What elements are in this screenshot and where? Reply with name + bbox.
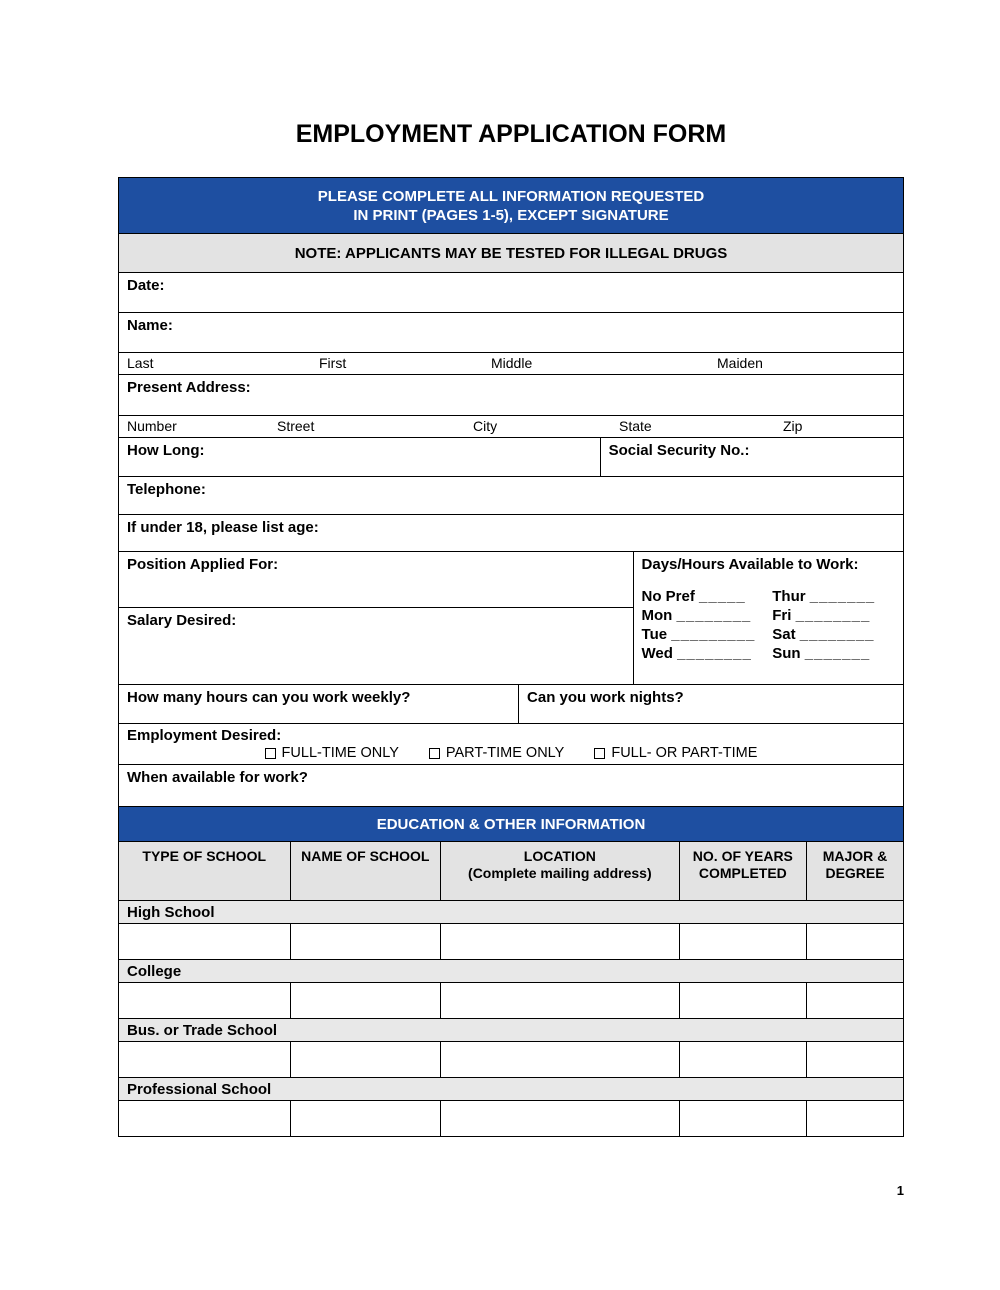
day-blank: _________ [671,626,756,643]
entry-cell[interactable] [291,924,442,959]
address-part-zip: Zip [783,418,803,434]
address-part-street: Street [277,418,315,434]
day-label: Fri [772,607,792,624]
day-label: Sat [772,626,796,643]
position-salary-column [119,552,633,684]
day-label: Tue [641,626,668,643]
availability-row [642,606,903,625]
col-years-completed: NO. OF YEARS COMPLETED [680,842,808,900]
option-full-or-part-time[interactable] [594,745,757,761]
availability-row [642,644,903,663]
address-sublabels [119,415,903,437]
day-label: Thur [772,588,806,605]
ssn-label: Social Security No.: [608,442,750,459]
school-label-college: College [119,959,903,982]
entry-cell[interactable] [119,983,291,1018]
education-banner [119,806,903,841]
ssn-field[interactable] [600,438,903,476]
name-part-last: Last [127,355,154,371]
note-banner: NOTE: APPLICANTS MAY BE TESTED FOR ILLEGAL DRUGS [119,233,903,272]
option-label: FULL- OR PART-TIME [611,745,758,761]
position-field[interactable] [119,552,633,608]
col-location: LOCATION (Complete mailing address) [441,842,679,900]
entry-cell[interactable] [680,983,808,1018]
entry-cell[interactable] [291,1042,442,1077]
option-label: PART-TIME ONLY [445,745,565,761]
day-blank: ________ [799,626,875,643]
entry-cell[interactable] [291,983,442,1018]
instructions-line2: IN PRINT (PAGES 1-5), EXCEPT SIGNATURE [353,206,669,224]
day-blank: ________ [795,607,871,624]
availability-cell [633,552,903,684]
school-entry-row [119,1100,903,1136]
availability-title: Days/Hours Available to Work: [641,556,859,573]
name-part-maiden: Maiden [717,355,763,371]
entry-cell[interactable] [441,983,679,1018]
day-label: Wed [641,645,673,662]
name-label: Name: [127,317,173,334]
col-major-degree: MAJOR & DEGREE [822,848,888,881]
education-banner-text: EDUCATION & OTHER INFORMATION [376,815,646,833]
col-name-of-school: NAME OF SCHOOL [291,842,442,900]
date-label: Date: [127,277,165,294]
entry-cell[interactable] [680,924,808,959]
telephone-label: Telephone: [127,481,206,498]
present-address-label: Present Address: [127,379,251,396]
day-blank: ________ [677,645,752,662]
col-type-of-school: TYPE OF SCHOOL [119,842,291,900]
hours-nights-row [119,684,903,723]
checkbox-icon[interactable] [429,748,440,759]
howlong-ssn-row [119,437,903,476]
entry-cell[interactable] [807,1101,903,1136]
employment-options [119,745,903,761]
entry-cell[interactable] [441,1101,679,1136]
name-part-middle: Middle [491,355,533,371]
employment-desired-row [119,723,903,764]
day-label: Sun [772,645,801,662]
address-part-number: Number [127,418,177,434]
entry-cell[interactable] [680,1042,808,1077]
telephone-field[interactable] [119,476,903,514]
day-label: Mon [641,607,673,624]
salary-field[interactable] [119,608,633,684]
school-label-professional: Professional School [119,1077,903,1100]
option-label: FULL-TIME ONLY [281,745,399,761]
checkbox-icon[interactable] [594,748,605,759]
hours-weekly-field[interactable] [119,685,518,723]
option-full-time[interactable] [265,745,399,761]
how-long-field[interactable] [119,438,600,476]
day-blank: _____ [699,588,746,605]
salary-label: Salary Desired: [127,612,237,629]
page-number: 1 [896,1183,904,1198]
name-part-first: First [319,355,347,371]
day-blank: ________ [676,607,752,624]
school-entry-row [119,923,903,959]
school-label-high-school: High School [119,900,903,923]
entry-cell[interactable] [291,1101,442,1136]
instructions-line1: PLEASE COMPLETE ALL INFORMATION REQUESTED [317,187,705,205]
date-field[interactable] [119,272,903,312]
entry-cell[interactable] [119,1042,291,1077]
address-part-state: State [619,418,652,434]
entry-cell[interactable] [807,1042,903,1077]
entry-cell[interactable] [441,1042,679,1077]
checkbox-icon[interactable] [265,748,276,759]
entry-cell[interactable] [441,924,679,959]
education-header-row [119,841,903,900]
when-available-field[interactable] [119,764,903,806]
entry-cell[interactable] [807,983,903,1018]
school-entry-row [119,982,903,1018]
position-days-row [119,551,903,684]
hours-weekly-label: How many hours can you work weekly? [127,689,411,706]
address-part-city: City [473,418,498,434]
school-label-bus-trade: Bus. or Trade School [119,1018,903,1041]
name-sublabels [119,352,903,374]
day-label: No Pref [641,588,695,605]
entry-cell[interactable] [119,1101,291,1136]
availability-row [642,625,903,644]
entry-cell[interactable] [680,1101,808,1136]
nights-label: Can you work nights? [527,689,684,706]
option-part-time[interactable] [429,745,564,761]
entry-cell[interactable] [807,924,903,959]
school-entry-row [119,1041,903,1077]
under-18-label: If under 18, please list age: [127,519,319,536]
name-field[interactable] [119,312,903,352]
when-available-label: When available for work? [127,769,308,786]
entry-cell[interactable] [119,924,291,959]
employment-desired-label: Employment Desired: [127,727,282,744]
page-title: EMPLOYMENT APPLICATION FORM [295,120,727,148]
instructions-banner [119,178,903,233]
present-address-field[interactable] [119,374,903,415]
position-label: Position Applied For: [127,556,279,573]
how-long-label: How Long: [127,442,205,459]
nights-field[interactable] [518,685,903,723]
application-form [118,177,904,1137]
under-18-field[interactable] [119,514,903,551]
day-blank: _______ [804,645,871,662]
availability-row [642,587,903,606]
day-blank: _______ [809,588,876,605]
